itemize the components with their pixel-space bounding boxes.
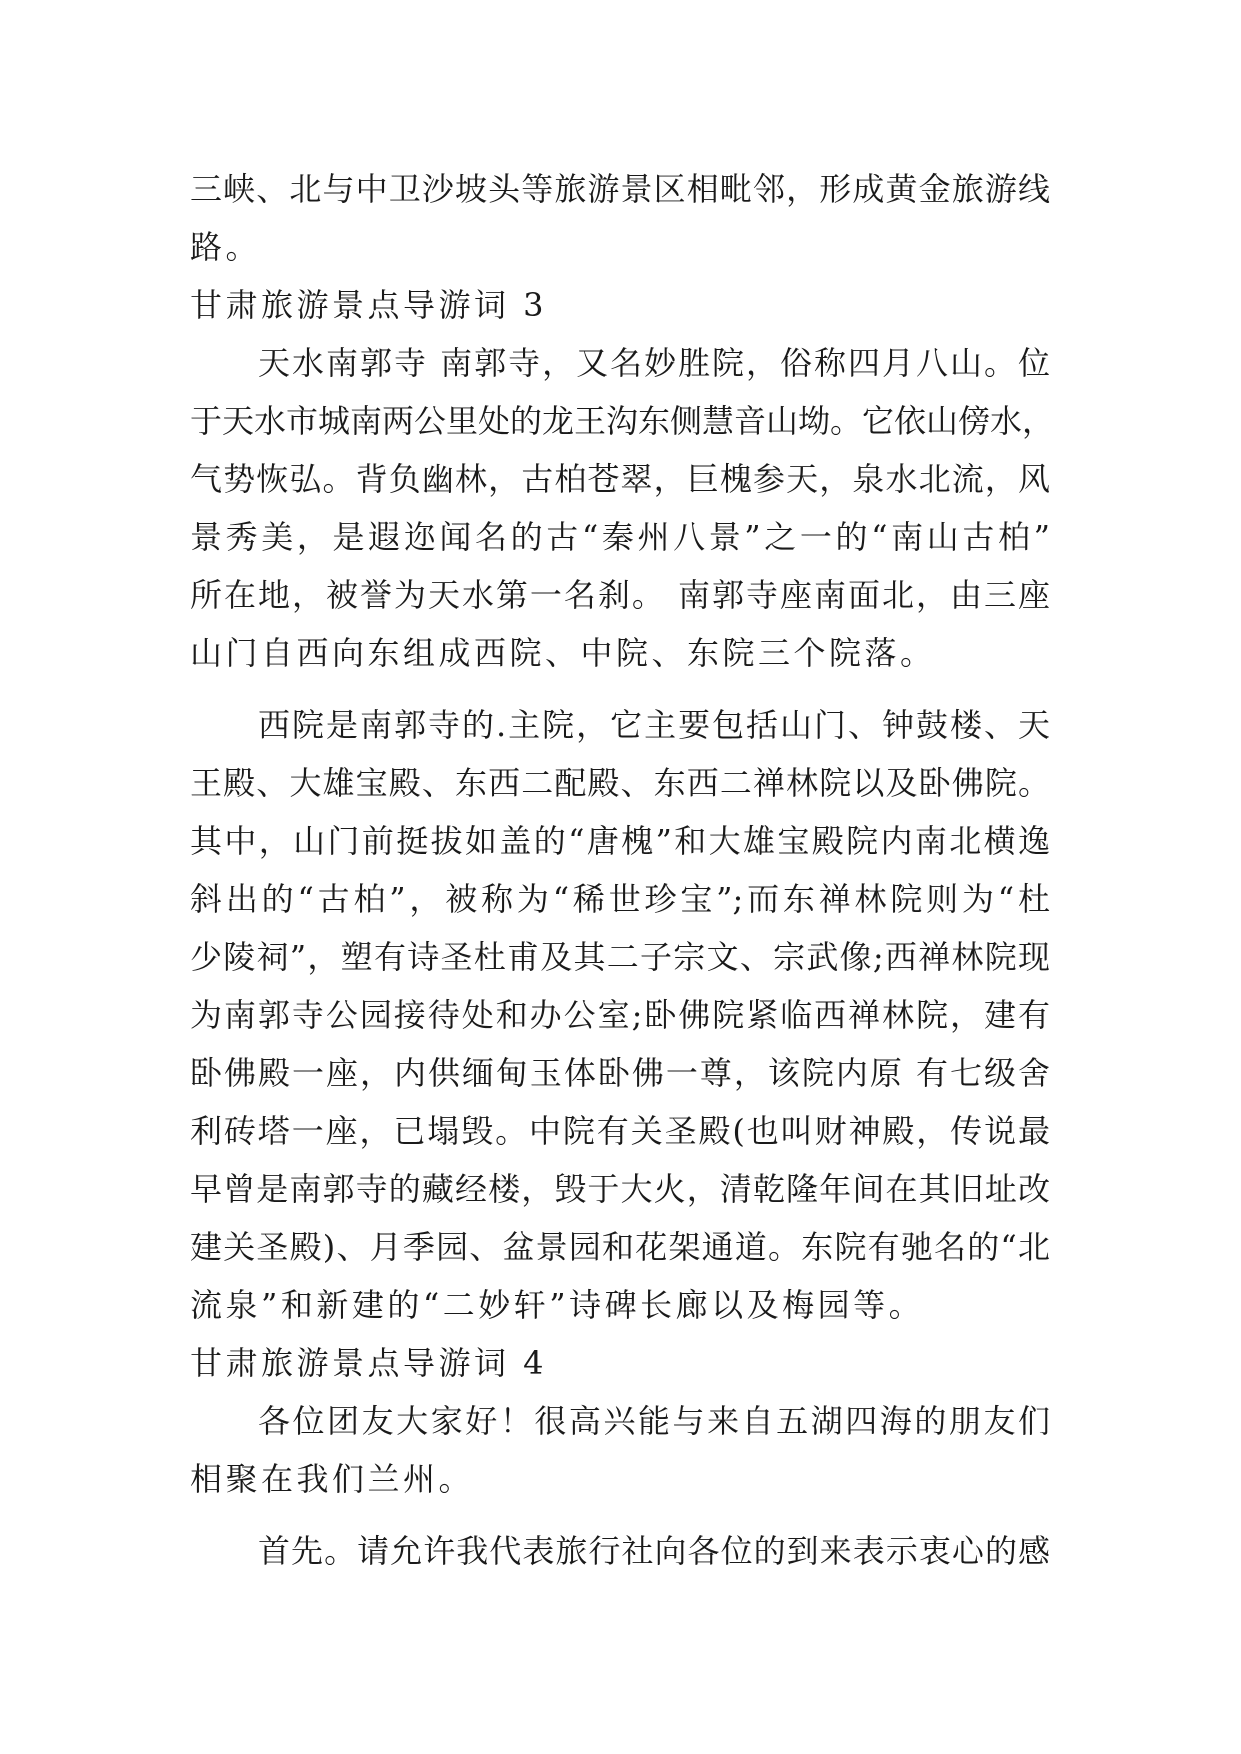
- text-line: 少陵祠”，塑有诗圣杜甫及其二子宗文、宗武像;西禅林院现: [190, 938, 1050, 976]
- text-line: 利砖塔一座，已塌毁。中院有关圣殿(也叫财神殿，传说最: [190, 1112, 1050, 1150]
- text-line: 早曾是南郭寺的藏经楼，毁于大火，清乾隆年间在其旧址改: [190, 1170, 1050, 1208]
- text-line: 各位团友大家好！很高兴能与来自五湖四海的朋友们: [258, 1402, 1050, 1440]
- text-line: 相聚在我们兰州。: [190, 1460, 475, 1498]
- section-heading: 甘肃旅游景点导游词 3: [190, 286, 548, 324]
- text-line: 所在地，被誉为天水第一名刹。 南郭寺座南面北，由三座: [190, 576, 1050, 614]
- text-line: 西院是南郭寺的.主院，它主要包括山门、钟鼓楼、天: [258, 706, 1050, 744]
- paragraph-tail: [190, 160, 1050, 276]
- text-line: 气势恢弘。背负幽林，古柏苍翠，巨槐参天，泉水北流，风: [190, 460, 1050, 498]
- text-line: 王殿、大雄宝殿、东西二配殿、东西二禅林院以及卧佛院。: [190, 764, 1050, 802]
- text-line: 首先。请允许我代表旅行社向各位的到来表示衷心的感: [258, 1532, 1050, 1570]
- text-line: 三峡、北与中卫沙坡头等旅游景区相毗邻，形成黄金旅游线: [190, 170, 1050, 208]
- paragraph: [190, 696, 1050, 1334]
- text-line: 斜出的“古柏”，被称为“稀世珍宝”;而东禅林院则为“杜: [190, 880, 1050, 918]
- paragraph: [190, 1522, 1050, 1580]
- text-line: 路。: [190, 228, 262, 266]
- text-line: 景秀美，是遐迩闻名的古“秦州八景”之一的“南山古柏”: [190, 518, 1050, 556]
- text-line: 天水南郭寺 南郭寺，又名妙胜院，俗称四月八山。位: [258, 344, 1050, 382]
- text-line: 建关圣殿)、月季园、盆景园和花架通道。东院有驰名的“北: [190, 1228, 1050, 1266]
- document-body: [190, 160, 1055, 1580]
- text-line: 山门自西向东组成西院、中院、东院三个院落。: [190, 634, 936, 672]
- section-heading: 甘肃旅游景点导游词 4: [190, 1344, 548, 1382]
- text-line: 为南郭寺公园接待处和办公室;卧佛院紧临西禅林院，建有: [190, 996, 1050, 1034]
- paragraph: [190, 334, 1055, 682]
- paragraph: [190, 1392, 1050, 1508]
- text-line: 其中，山门前挺拔如盖的“唐槐”和大雄宝殿院内南北横逸: [190, 822, 1050, 860]
- text-line: 流泉”和新建的“二妙轩”诗碑长廊以及梅园等。: [190, 1286, 925, 1324]
- text-line: 于天水市城南两公里处的龙王沟东侧慧音山坳。它依山傍水，: [190, 402, 1055, 440]
- text-line: 卧佛殿一座，内供缅甸玉体卧佛一尊，该院内原 有七级舍: [190, 1054, 1050, 1092]
